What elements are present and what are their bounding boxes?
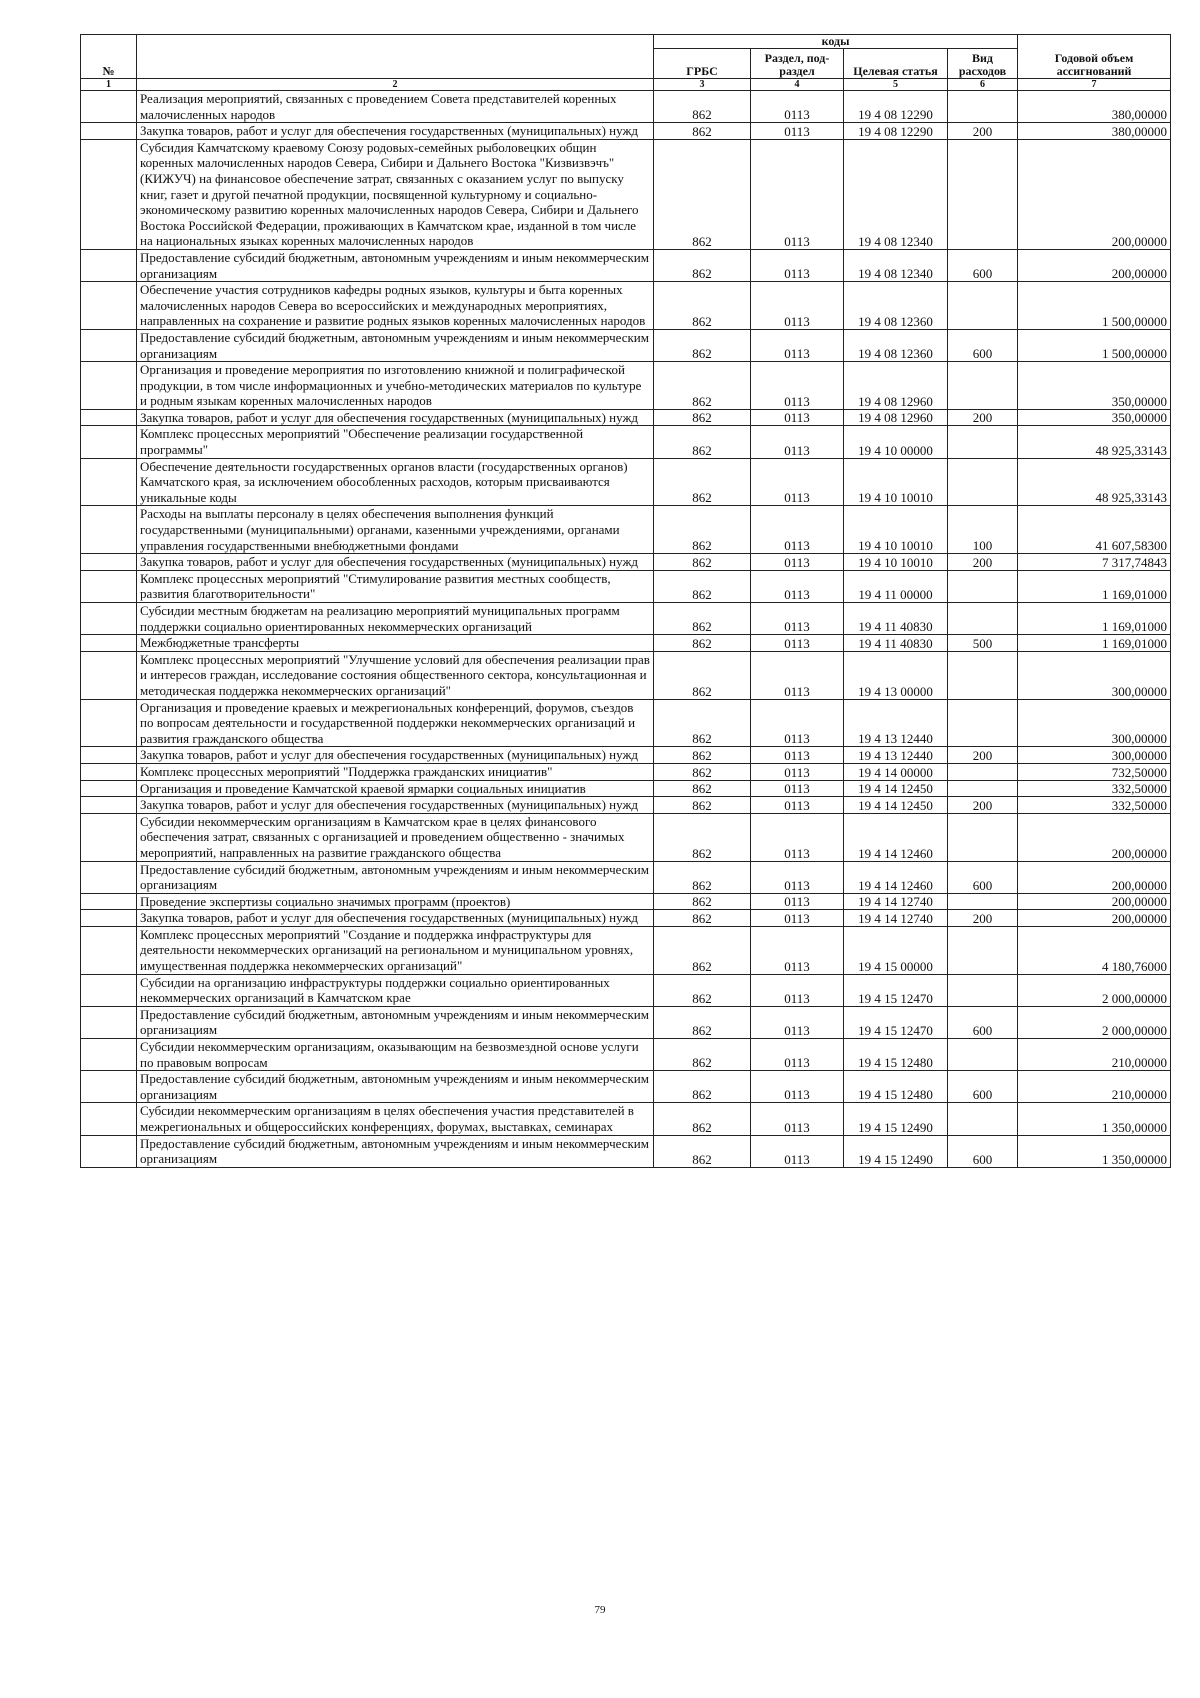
- table-row: [81, 635, 1171, 652]
- column-index: 4: [751, 79, 844, 91]
- row-number-cell: [81, 362, 137, 410]
- row-number-cell: [81, 91, 137, 123]
- table-row: [81, 1071, 1171, 1103]
- celevaya-cell: 19 4 08 12360: [844, 282, 948, 330]
- row-name-cell: Субсидия Камчатскому краевому Союзу родовых-семейных рыболовецких общин коренных малочисленных народов Севера, Сибири и Дальнего Востока "Кизвизвэчъ" (КИЖУЧ) на финансовое обеспечение затрат, связанных с оказанием услуг по выпуску книг, газет и другой печатной продукции, посвященной культурному и социально-экономическому развитию коренных малочисленных народов Севера, Сибири и Дальнего Востока Российской Федерации, проживающих в Камчатском крае, изданной в том числе на национальных языках коренных малочисленных народов: [137, 139, 654, 249]
- row-name-cell: Предоставление субсидий бюджетным, автономным учреждениям и иным некоммерческим организациям: [137, 1071, 654, 1103]
- vid-rashodov-cell: 600: [948, 1071, 1018, 1103]
- vid-rashodov-cell: 500: [948, 635, 1018, 652]
- row-name-cell: Комплекс процессных мероприятий "Стимулирование развития местных сообществ, развития благотворительности": [137, 570, 654, 602]
- row-name-cell: Закупка товаров, работ и услуг для обеспечения государственных (муниципальных) нужд: [137, 747, 654, 764]
- table-row: [81, 797, 1171, 814]
- vid-rashodov-cell: [948, 1039, 1018, 1071]
- row-number-cell: [81, 329, 137, 361]
- sum-cell: 332,50000: [1018, 780, 1171, 797]
- grbs-cell: 862: [654, 974, 751, 1006]
- razdel-cell: 0113: [751, 747, 844, 764]
- table-row: [81, 603, 1171, 635]
- table-row: [81, 570, 1171, 602]
- column-index: 7: [1018, 79, 1171, 91]
- sum-cell: 200,00000: [1018, 910, 1171, 927]
- column-index: 2: [137, 79, 654, 91]
- vid-rashodov-cell: 200: [948, 123, 1018, 140]
- celevaya-cell: 19 4 08 12290: [844, 91, 948, 123]
- razdel-cell: 0113: [751, 763, 844, 780]
- grbs-cell: 862: [654, 763, 751, 780]
- header-codes: коды: [654, 35, 1018, 49]
- grbs-cell: 862: [654, 651, 751, 699]
- grbs-cell: 862: [654, 926, 751, 974]
- celevaya-cell: 19 4 08 12290: [844, 123, 948, 140]
- sum-cell: 1 169,01000: [1018, 635, 1171, 652]
- vid-rashodov-cell: [948, 570, 1018, 602]
- sum-cell: 350,00000: [1018, 362, 1171, 410]
- row-name-cell: Комплекс процессных мероприятий "Улучшение условий для обеспечения реализации прав и интересов граждан, исследование состояния общественного сектора, консультационная и методическая поддержка некоммерческих организаций": [137, 651, 654, 699]
- grbs-cell: 862: [654, 1006, 751, 1038]
- sum-cell: 1 169,01000: [1018, 603, 1171, 635]
- sum-cell: 200,00000: [1018, 861, 1171, 893]
- table-row: [81, 974, 1171, 1006]
- vid-rashodov-cell: 100: [948, 506, 1018, 554]
- celevaya-cell: 19 4 11 40830: [844, 603, 948, 635]
- sum-cell: 380,00000: [1018, 123, 1171, 140]
- row-name-cell: Межбюджетные трансферты: [137, 635, 654, 652]
- celevaya-cell: 19 4 10 10010: [844, 506, 948, 554]
- row-number-cell: [81, 506, 137, 554]
- column-index: 6: [948, 79, 1018, 91]
- razdel-cell: 0113: [751, 651, 844, 699]
- razdel-cell: 0113: [751, 249, 844, 281]
- row-name-cell: Субсидии местным бюджетам на реализацию мероприятий муниципальных программ поддержки социально ориентированных некоммерческих организаций: [137, 603, 654, 635]
- razdel-cell: 0113: [751, 974, 844, 1006]
- page-number: 79: [594, 1604, 606, 1616]
- razdel-cell: 0113: [751, 554, 844, 571]
- celevaya-cell: 19 4 08 12340: [844, 139, 948, 249]
- row-name-cell: Субсидии некоммерческим организациям в Камчатском крае в целях финансового обеспечения затрат, связанных с организацией и проведением общественно - значимых мероприятий, направленных на развитие гражданского общества: [137, 813, 654, 861]
- table-row: [81, 747, 1171, 764]
- row-number-cell: [81, 603, 137, 635]
- celevaya-cell: 19 4 10 10010: [844, 458, 948, 506]
- table-row: [81, 458, 1171, 506]
- vid-rashodov-cell: [948, 893, 1018, 910]
- grbs-cell: 862: [654, 910, 751, 927]
- sum-cell: 732,50000: [1018, 763, 1171, 780]
- row-name-cell: Обеспечение деятельности государственных органов власти (государственных органов) Камчатского края, за исключением обособленных расходов, которым присваиваются уникальные коды: [137, 458, 654, 506]
- row-name-cell: Расходы на выплаты персоналу в целях обеспечения выполнения функций государственными (муниципальными) органами, казенными учреждениями, органами управления государственными внебюджетными фондами: [137, 506, 654, 554]
- razdel-cell: 0113: [751, 797, 844, 814]
- row-name-cell: Организация и проведение мероприятия по изготовлению книжной и полиграфической продукции, в том числе информационных и учебно-методических материалов по культуре и родным языкам коренных малочисленных народов: [137, 362, 654, 410]
- row-number-cell: [81, 1039, 137, 1071]
- sum-cell: 2 000,00000: [1018, 1006, 1171, 1038]
- celevaya-cell: 19 4 08 12340: [844, 249, 948, 281]
- grbs-cell: 862: [654, 635, 751, 652]
- sum-cell: 48 925,33143: [1018, 458, 1171, 506]
- vid-rashodov-cell: [948, 813, 1018, 861]
- header-num: №: [81, 35, 137, 79]
- celevaya-cell: 19 4 15 12490: [844, 1135, 948, 1167]
- grbs-cell: 862: [654, 797, 751, 814]
- sum-cell: 210,00000: [1018, 1039, 1171, 1071]
- sum-cell: 1 350,00000: [1018, 1103, 1171, 1135]
- header-vid: Вид расходов: [948, 49, 1018, 79]
- row-number-cell: [81, 763, 137, 780]
- sum-cell: 200,00000: [1018, 139, 1171, 249]
- vid-rashodov-cell: [948, 651, 1018, 699]
- celevaya-cell: 19 4 08 12360: [844, 329, 948, 361]
- razdel-cell: 0113: [751, 861, 844, 893]
- table-row: [81, 1006, 1171, 1038]
- table-row: [81, 926, 1171, 974]
- vid-rashodov-cell: [948, 699, 1018, 747]
- celevaya-cell: 19 4 15 12490: [844, 1103, 948, 1135]
- table-row: [81, 123, 1171, 140]
- row-name-cell: Комплекс процессных мероприятий "Создание и поддержка инфраструктуры для деятельности некоммерческих организаций на региональном и муниципальном уровнях, имущественная поддержка некоммерческих организаций": [137, 926, 654, 974]
- celevaya-cell: 19 4 14 12740: [844, 910, 948, 927]
- vid-rashodov-cell: 200: [948, 554, 1018, 571]
- sum-cell: 48 925,33143: [1018, 426, 1171, 458]
- vid-rashodov-cell: [948, 780, 1018, 797]
- razdel-cell: 0113: [751, 282, 844, 330]
- razdel-cell: 0113: [751, 893, 844, 910]
- sum-cell: 300,00000: [1018, 747, 1171, 764]
- vid-rashodov-cell: [948, 426, 1018, 458]
- table-body: [81, 91, 1171, 1168]
- sum-cell: 332,50000: [1018, 797, 1171, 814]
- row-name-cell: Закупка товаров, работ и услуг для обеспечения государственных (муниципальных) нужд: [137, 409, 654, 426]
- vid-rashodov-cell: [948, 458, 1018, 506]
- row-name-cell: Комплекс процессных мероприятий "Поддержка гражданских инициатив": [137, 763, 654, 780]
- celevaya-cell: 19 4 14 12450: [844, 780, 948, 797]
- row-number-cell: [81, 780, 137, 797]
- table-row: [81, 91, 1171, 123]
- razdel-cell: 0113: [751, 506, 844, 554]
- razdel-cell: 0113: [751, 123, 844, 140]
- grbs-cell: 862: [654, 893, 751, 910]
- grbs-cell: 862: [654, 603, 751, 635]
- row-number-cell: [81, 409, 137, 426]
- grbs-cell: 862: [654, 780, 751, 797]
- razdel-cell: 0113: [751, 699, 844, 747]
- row-number-cell: [81, 1006, 137, 1038]
- celevaya-cell: 19 4 14 12740: [844, 893, 948, 910]
- razdel-cell: 0113: [751, 329, 844, 361]
- grbs-cell: 862: [654, 554, 751, 571]
- row-number-cell: [81, 926, 137, 974]
- row-number-cell: [81, 139, 137, 249]
- row-number-cell: [81, 747, 137, 764]
- table-row: [81, 282, 1171, 330]
- razdel-cell: 0113: [751, 570, 844, 602]
- table-row: [81, 409, 1171, 426]
- row-name-cell: Предоставление субсидий бюджетным, автономным учреждениям и иным некоммерческим организациям: [137, 861, 654, 893]
- vid-rashodov-cell: 600: [948, 861, 1018, 893]
- row-name-cell: Субсидии некоммерческим организациям в целях обеспечения участия представителей в межрегиональных и общероссийских конференциях, форумах, выставках, семинарах: [137, 1103, 654, 1135]
- table-row: [81, 426, 1171, 458]
- razdel-cell: 0113: [751, 635, 844, 652]
- sum-cell: 210,00000: [1018, 1071, 1171, 1103]
- sum-cell: 2 000,00000: [1018, 974, 1171, 1006]
- header-name: [137, 35, 654, 79]
- celevaya-cell: 19 4 08 12960: [844, 409, 948, 426]
- vid-rashodov-cell: 200: [948, 747, 1018, 764]
- grbs-cell: 862: [654, 282, 751, 330]
- vid-rashodov-cell: 200: [948, 409, 1018, 426]
- sum-cell: 200,00000: [1018, 813, 1171, 861]
- sum-cell: 200,00000: [1018, 249, 1171, 281]
- row-name-cell: Организация и проведение Камчатской краевой ярмарки социальных инициатив: [137, 780, 654, 797]
- table-row: [81, 893, 1171, 910]
- row-number-cell: [81, 813, 137, 861]
- row-number-cell: [81, 797, 137, 814]
- table-header: [81, 35, 1171, 91]
- sum-cell: 1 169,01000: [1018, 570, 1171, 602]
- table-row: [81, 699, 1171, 747]
- row-number-cell: [81, 554, 137, 571]
- row-name-cell: Закупка товаров, работ и услуг для обеспечения государственных (муниципальных) нужд: [137, 910, 654, 927]
- table-row: [81, 813, 1171, 861]
- table-row: [81, 329, 1171, 361]
- grbs-cell: 862: [654, 249, 751, 281]
- vid-rashodov-cell: [948, 763, 1018, 780]
- grbs-cell: 862: [654, 139, 751, 249]
- razdel-cell: 0113: [751, 1006, 844, 1038]
- sum-cell: 300,00000: [1018, 651, 1171, 699]
- celevaya-cell: 19 4 15 12480: [844, 1071, 948, 1103]
- row-name-cell: Предоставление субсидий бюджетным, автономным учреждениям и иным некоммерческим организациям: [137, 329, 654, 361]
- razdel-cell: 0113: [751, 1135, 844, 1167]
- row-number-cell: [81, 1071, 137, 1103]
- grbs-cell: 862: [654, 1103, 751, 1135]
- table-row: [81, 763, 1171, 780]
- table-row: [81, 249, 1171, 281]
- vid-rashodov-cell: 200: [948, 910, 1018, 927]
- vid-rashodov-cell: 600: [948, 249, 1018, 281]
- grbs-cell: 862: [654, 813, 751, 861]
- column-index: 1: [81, 79, 137, 91]
- row-number-cell: [81, 426, 137, 458]
- sum-cell: 4 180,76000: [1018, 926, 1171, 974]
- table-row: [81, 554, 1171, 571]
- row-number-cell: [81, 570, 137, 602]
- razdel-cell: 0113: [751, 91, 844, 123]
- vid-rashodov-cell: [948, 282, 1018, 330]
- row-number-cell: [81, 974, 137, 1006]
- sum-cell: 1 500,00000: [1018, 329, 1171, 361]
- grbs-cell: 862: [654, 1135, 751, 1167]
- grbs-cell: 862: [654, 747, 751, 764]
- grbs-cell: 862: [654, 1071, 751, 1103]
- vid-rashodov-cell: [948, 603, 1018, 635]
- vid-rashodov-cell: [948, 1103, 1018, 1135]
- header-sum: Годовой объем ассигнований: [1018, 35, 1171, 79]
- celevaya-cell: 19 4 13 00000: [844, 651, 948, 699]
- row-number-cell: [81, 458, 137, 506]
- table-row: [81, 139, 1171, 249]
- grbs-cell: 862: [654, 123, 751, 140]
- row-name-cell: Закупка товаров, работ и услуг для обеспечения государственных (муниципальных) нужд: [137, 797, 654, 814]
- row-number-cell: [81, 651, 137, 699]
- grbs-cell: 862: [654, 1039, 751, 1071]
- razdel-cell: 0113: [751, 139, 844, 249]
- celevaya-cell: 19 4 15 00000: [844, 926, 948, 974]
- celevaya-cell: 19 4 15 12470: [844, 974, 948, 1006]
- vid-rashodov-cell: 600: [948, 1006, 1018, 1038]
- row-number-cell: [81, 910, 137, 927]
- sum-cell: 300,00000: [1018, 699, 1171, 747]
- table-row: [81, 780, 1171, 797]
- razdel-cell: 0113: [751, 926, 844, 974]
- row-name-cell: Предоставление субсидий бюджетным, автономным учреждениям и иным некоммерческим организациям: [137, 1006, 654, 1038]
- celevaya-cell: 19 4 10 00000: [844, 426, 948, 458]
- row-number-cell: [81, 282, 137, 330]
- razdel-cell: 0113: [751, 458, 844, 506]
- table-row: [81, 861, 1171, 893]
- row-name-cell: Проведение экспертизы социально значимых программ (проектов): [137, 893, 654, 910]
- table-row: [81, 1103, 1171, 1135]
- razdel-cell: 0113: [751, 362, 844, 410]
- vid-rashodov-cell: [948, 91, 1018, 123]
- celevaya-cell: 19 4 15 12470: [844, 1006, 948, 1038]
- razdel-cell: 0113: [751, 426, 844, 458]
- row-number-cell: [81, 1135, 137, 1167]
- vid-rashodov-cell: [948, 926, 1018, 974]
- table-row: [81, 1135, 1171, 1167]
- sum-cell: 1 350,00000: [1018, 1135, 1171, 1167]
- sum-cell: 1 500,00000: [1018, 282, 1171, 330]
- celevaya-cell: 19 4 14 12460: [844, 861, 948, 893]
- razdel-cell: 0113: [751, 780, 844, 797]
- row-number-cell: [81, 1103, 137, 1135]
- razdel-cell: 0113: [751, 1071, 844, 1103]
- sum-cell: 41 607,58300: [1018, 506, 1171, 554]
- grbs-cell: 862: [654, 570, 751, 602]
- grbs-cell: 862: [654, 409, 751, 426]
- razdel-cell: 0113: [751, 603, 844, 635]
- table-row: [81, 910, 1171, 927]
- sum-cell: 350,00000: [1018, 409, 1171, 426]
- row-name-cell: Предоставление субсидий бюджетным, автономным учреждениям и иным некоммерческим организациям: [137, 249, 654, 281]
- grbs-cell: 862: [654, 506, 751, 554]
- grbs-cell: 862: [654, 426, 751, 458]
- celevaya-cell: 19 4 14 00000: [844, 763, 948, 780]
- razdel-cell: 0113: [751, 1039, 844, 1071]
- table-row: [81, 1039, 1171, 1071]
- table-row: [81, 506, 1171, 554]
- row-number-cell: [81, 123, 137, 140]
- row-name-cell: Комплекс процессных мероприятий "Обеспечение реализации государственной программы": [137, 426, 654, 458]
- row-name-cell: Закупка товаров, работ и услуг для обеспечения государственных (муниципальных) нужд: [137, 554, 654, 571]
- sum-cell: 380,00000: [1018, 91, 1171, 123]
- budget-table: [80, 34, 1171, 1168]
- grbs-cell: 862: [654, 458, 751, 506]
- header-celevaya: Целевая статья: [844, 49, 948, 79]
- row-name-cell: Реализация мероприятий, связанных с проведением Совета представителей коренных малочисленных народов: [137, 91, 654, 123]
- sum-cell: 200,00000: [1018, 893, 1171, 910]
- celevaya-cell: 19 4 08 12960: [844, 362, 948, 410]
- row-name-cell: Обеспечение участия сотрудников кафедры родных языков, культуры и быта коренных малочисленных народов Севера во всероссийских и международных мероприятиях, направленных на сохранение и развитие родных языков коренных малочисленных народов: [137, 282, 654, 330]
- vid-rashodov-cell: [948, 362, 1018, 410]
- razdel-cell: 0113: [751, 409, 844, 426]
- row-number-cell: [81, 699, 137, 747]
- table-row: [81, 362, 1171, 410]
- razdel-cell: 0113: [751, 813, 844, 861]
- vid-rashodov-cell: [948, 974, 1018, 1006]
- vid-rashodov-cell: 200: [948, 797, 1018, 814]
- razdel-cell: 0113: [751, 1103, 844, 1135]
- grbs-cell: 862: [654, 362, 751, 410]
- row-name-cell: Субсидии на организацию инфраструктуры поддержки социально ориентированных некоммерческих организаций в Камчатском крае: [137, 974, 654, 1006]
- row-number-cell: [81, 249, 137, 281]
- column-index-row: [81, 79, 1171, 91]
- grbs-cell: 862: [654, 91, 751, 123]
- celevaya-cell: 19 4 13 12440: [844, 747, 948, 764]
- celevaya-cell: 19 4 13 12440: [844, 699, 948, 747]
- row-name-cell: Предоставление субсидий бюджетным, автономным учреждениям и иным некоммерческим организациям: [137, 1135, 654, 1167]
- row-number-cell: [81, 861, 137, 893]
- vid-rashodov-cell: [948, 139, 1018, 249]
- sum-cell: 7 317,74843: [1018, 554, 1171, 571]
- celevaya-cell: 19 4 10 10010: [844, 554, 948, 571]
- row-name-cell: Организация и проведение краевых и межрегиональных конференций, форумов, съездов по вопросам деятельности и государственной поддержки некоммерческих организаций и развития гражданского общества: [137, 699, 654, 747]
- column-index: 3: [654, 79, 751, 91]
- grbs-cell: 862: [654, 861, 751, 893]
- celevaya-cell: 19 4 14 12450: [844, 797, 948, 814]
- header-grbs: ГРБС: [654, 49, 751, 79]
- razdel-cell: 0113: [751, 910, 844, 927]
- row-number-cell: [81, 635, 137, 652]
- celevaya-cell: 19 4 15 12480: [844, 1039, 948, 1071]
- celevaya-cell: 19 4 14 12460: [844, 813, 948, 861]
- grbs-cell: 862: [654, 329, 751, 361]
- celevaya-cell: 19 4 11 00000: [844, 570, 948, 602]
- row-name-cell: Субсидии некоммерческим организациям, оказывающим на безвозмездной основе услуги по правовым вопросам: [137, 1039, 654, 1071]
- celevaya-cell: 19 4 11 40830: [844, 635, 948, 652]
- header-razdel: Раздел, под-раздел: [751, 49, 844, 79]
- budget-sheet: [80, 34, 1170, 1168]
- vid-rashodov-cell: 600: [948, 329, 1018, 361]
- column-index: 5: [844, 79, 948, 91]
- grbs-cell: 862: [654, 699, 751, 747]
- row-number-cell: [81, 893, 137, 910]
- table-row: [81, 651, 1171, 699]
- row-name-cell: Закупка товаров, работ и услуг для обеспечения государственных (муниципальных) нужд: [137, 123, 654, 140]
- vid-rashodov-cell: 600: [948, 1135, 1018, 1167]
